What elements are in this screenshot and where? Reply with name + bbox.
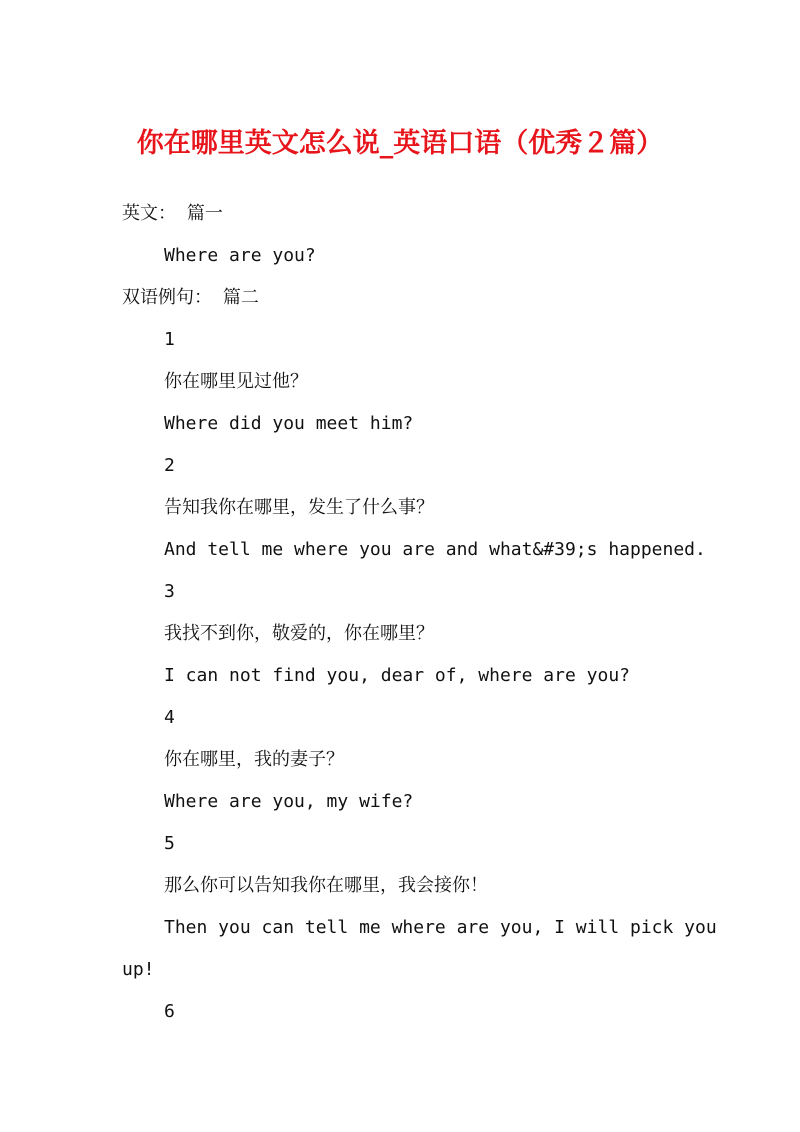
example-chinese: 那么你可以告知我你在哪里，我会接你！: [164, 875, 488, 896]
section-header-english: 英文： 篇一: [122, 203, 223, 224]
example-english-continued: up!: [122, 959, 155, 980]
example-number: 2: [164, 455, 175, 476]
example-english: Where are you, my wife?: [164, 791, 414, 812]
example-number: 3: [164, 581, 175, 602]
paragraph-line: Where are you?: [164, 245, 316, 266]
example-chinese: 你在哪里见过他？: [164, 371, 308, 392]
example-english: Where did you meet him?: [164, 413, 414, 434]
example-english: Then you can tell me where are you, I will pick you: [164, 917, 717, 938]
example-chinese: 告知我你在哪里，发生了什么事？: [164, 497, 434, 518]
section-header-examples: 双语例句： 篇二: [122, 287, 259, 308]
example-number: 1: [164, 329, 175, 350]
example-english: And tell me where you are and what&#39;s happened.: [164, 539, 706, 560]
example-number: 6: [164, 1001, 175, 1022]
example-chinese: 你在哪里，我的妻子？: [164, 749, 344, 770]
example-number: 4: [164, 707, 175, 728]
example-number: 5: [164, 833, 175, 854]
page-title: 你在哪里英文怎么说_英语口语（优秀２篇）: [136, 128, 664, 159]
example-chinese: 我找不到你，敬爱的，你在哪里？: [164, 623, 434, 644]
example-english: I can not find you, dear of, where are you?: [164, 665, 630, 686]
